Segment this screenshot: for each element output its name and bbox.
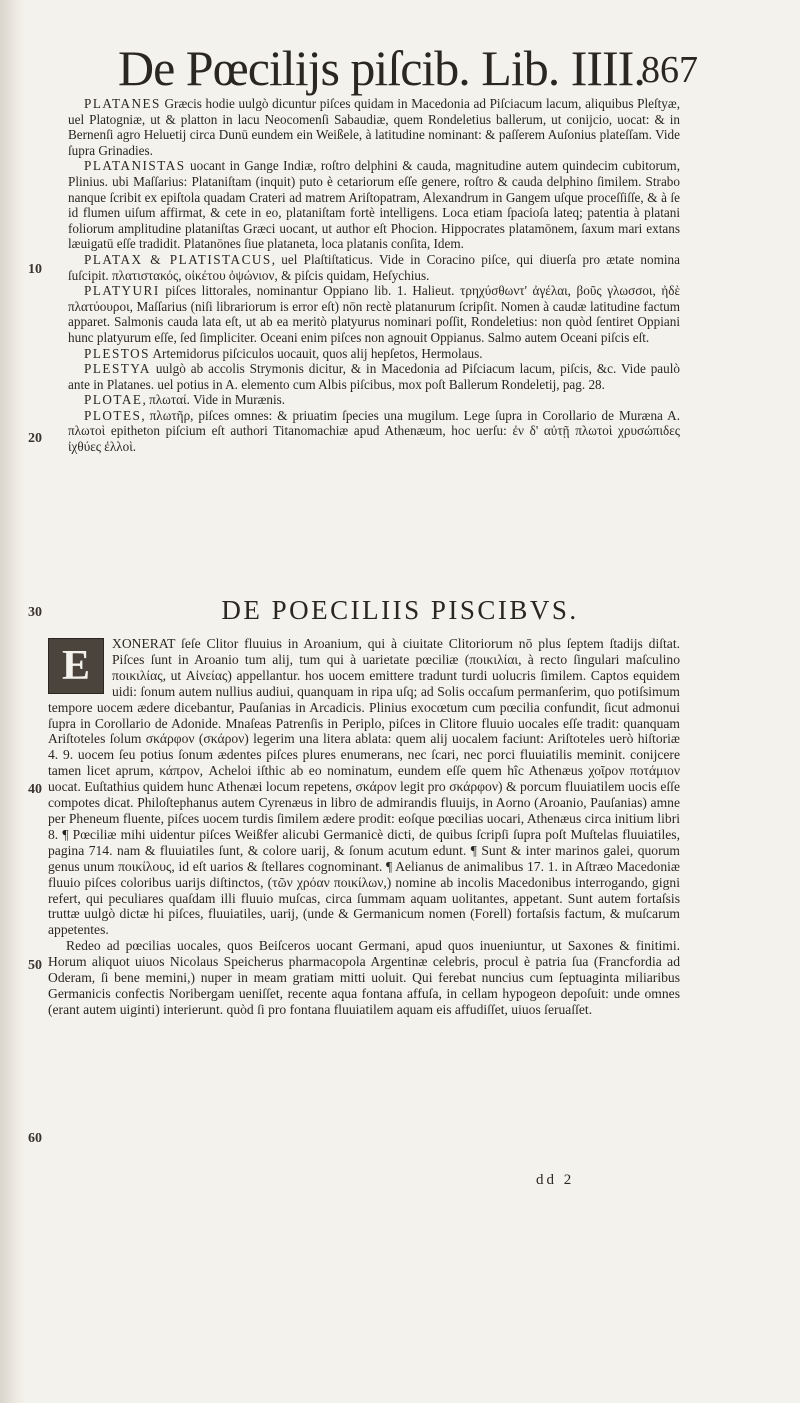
entry-text: , πλωταί. Vide in Murænis. [142,392,286,408]
entry-text: uocant in Gange Indiæ, roſtro delphini & cauda, magnitudine autem quindecim cubitorum, Plinius. ubi Maſſarius: Plataniſtam (inquit) puto è cetariorum eſſe genere, roſtro & cauda delphino ſimilem. Strabo nanque ſcribit ex epiſtola quadam Crateri ad matrem Ariſtopatram, Alexandrum in Gangem uſque proceſſiſſe, & à ſe id flumen uiſum affirmat, & cete in eo, plataniſtam fortè intelligens. Loca etiam ſpacioſa lateq; patentia à platani foliorum amplitudine plataniſtas Græci uocant, ut author eſt Phocion. Hippocrates platamōnem, ſaxum mari extans læuigatū eſſe tradidit. Platanōnes ſiue plataneta, loca platanis conſita, Idem. [68,158,680,252]
page-gutter-shadow [0,0,26,1403]
entry-text: Græcis hodie uulgò dicuntur piſces quidam in Macedonia ad Piſciacum lacum, aliquibus Pleſtyæ, uel Platogniæ, ut & platton in lacu Neocomenſi Sabaudiæ, quem Rondeletius ballerum, ut conijcio, uocat: & in Bernenſi agro Heluetij circa Dunū eundem ein Weißele, à latitudine nominant: & paſſerem Auſonius plateſſam. Vide ſupra Grinadies. [68,96,680,158]
entry-text: , πλωτῆρ, piſces omnes: & priuatim ſpecies una mugilum. Lege ſupra in Corollario de Muræna A. πλωτοὶ epitheton piſcium eſt authori Titanomachiæ apud Athenæum, hoc uerſu: ἐν δ' αὐτῇ πλωτοὶ χρυσώπιδες ἰχθύες ἐλλοὶ. [68,407,680,455]
section-heading: DE POECILIIS PISCIBVS. [221,595,579,625]
body-paragraph: Redeo ad pœcilias uocales, quos Beiſceros uocant Germani, apud quos inueniuntur, ut Saxones & finitimi. Horum aliquot uiuos Nicolaus Speicherus pharmacopola Argentinæ celebris, procul è patria ſua (Francfordia ad Oderam, ſi bene memini,) nuper in meam gratiam mitti uoluit. Qui ferebat nuncius cum ſeptuaginta miliaribus Germanicis confectis Noribergam ueniſſet, recente aqua fontana affuſa, in cellam hypogeon depoſuit: unde omnes (erant autem uiginti) interierunt. quòd ſi pro fontana fluuiatilem aquam eis affudiſſet, uiuos ſeruaſſet. [48,938,680,1017]
entry-platanistas [68,158,680,252]
entry-plestya [68,361,680,392]
entry-plestos [68,346,680,362]
entry-lemma: PLOTAE [84,392,143,408]
page-number: 867 [641,49,698,91]
body-paragraph [48,636,680,938]
margin-line-number: 60 [28,1131,42,1146]
lexicon-entries [68,96,680,455]
entry-lemma: PLATANES [84,96,161,111]
margin-line-number: 20 [28,431,42,446]
entry-platanes [68,96,680,158]
margin-line-number: 30 [28,605,42,620]
running-title: De Pœcilijs piſcib. Lib. IIII. [118,40,645,96]
signature-mark: dd 2 [536,1172,575,1188]
section-body [48,636,680,1018]
entry-text: piſces littorales, nominantur Oppiano lib. 1. Halieut. τρηχύσθωντ' ἀγέλαι, βοῦς γλωσσοι, ἠδὲ πλατύουροι, Maſſarius (niſi librariorum is error eſt) nōn rectè platanurum ſcripſit. Nomen à caudæ latitudine factum apparet. Salmonis cauda lata eſt, ut ab ea meritò platyurus nominari poſſit, Rondeletius: non quòd ſentiret Oppiani hunc platyurum eſſe, ſed ſimpliciter. Oceani enim piſces non agnouit Oppianus. Salmo autem Oceani piſcis eſt. [68,283,680,345]
margin-line-number: 40 [28,782,42,797]
page-header [118,38,698,98]
entry-lemma: PLESTYA [84,361,151,377]
entry-platyuri [68,283,680,345]
entry-lemma: PLATYURI [84,283,160,299]
entry-text: , uel Plaſtiſtaticus. Vide in Coracino piſce, qui diuerſa pro ætate nomina ſuſcipit. πλατιστακός, οἰκέτου ὀψώνιον, & piſcis quidam, Heſychius. [68,251,680,283]
entry-platax [68,252,680,283]
entry-plotae [68,392,680,408]
margin-line-number: 50 [28,958,42,973]
entry-lemma: PLOTES [84,407,142,423]
decorated-initial: E [48,638,104,694]
paragraph-text: XONERAT ſeſe Clitor fluuius in Aroanium, qui à ciuitate Clitoriorum nō plus ſeptem ſtadijs diſtat. Piſces ſunt in Aroanio tum alij, tum qui à uarietate pœciliæ (ποικιλίαι, à recto ſingulari maſculino ποικιλίας, ut Αἰνείας) appellantur. hos uocem emittere tradunt turdi uolucris ſimilem. Captos equidem uidi: ſonum autem nullius audiui, quanquam in ripa uſq; ad Solis occaſum permanſerim, quo potiſsimum tempore uocem ædere dicebantur, Pauſanias in Arcadicis. Plinius exocœtum cum pœcilia confundit, ſicut admonui ſupra in Corollario de Adonide. Mnaſeas Patrenſis in Periplo, piſces in Clitore fluuio uocales eſſe tradit: quanquam Ariſtoteles ſolum σκάρφον (σκάρον) legerim una litera ablata: quem alij uocalem faciunt: Ariſtoteles uerò hiſtoriæ 4. 9. uocem ſeu potius ſonum ædentes piſces plures enumerans, nec ſcari, nec porci fluuiatilis meminit. conijcere tamen licet aprum, κάπρον, Acheloi iſthic ab eo nominatum, eundem eſſe quem hîc Athenæus χοῖρον ποτάμιον uocat. Euſtathius quidem hunc Athenæi locum repetens, σκάρον legit pro σκάρφον) & porcum fluuiatilem uocis eſſe compotes dicat. Philoſtephanus autem Cyrenæus in libro de admirandis fluuijs, in Aorno (Aroanio, Pauſanias) amne per Pheneum fluente, piſces uocem turdis ſimilem ædere prodit: eoſque pœcilias uocari, Athenæus circa initium libri 8. ¶ Pœciliæ mihi uidentur piſces Weißfer alicubi Germanicè dicti, de quibus ſcripſi ſupra poſt Muſtelas fluuiatiles, pagina 714. nam & fluuiatiles ſunt, & colore uarij, & ſonum acutum edunt. ¶ Sunt & inter marinos galei, quorum genus unum ποικίλους, id eſt uarios & ſtellares cognominant. ¶ Aelianus de animalibus 17. 1. in Aſtræo Macedoniæ fluuio piſces coloribus uarijs diſtinctos, (τῶν χρόαν ποικίλων,) nomine ab incolis Macedonibus interrogando, gigni refert, qui peculiares quaſdam illi fluuio muſcas, circa ſummam aquam uolitantes, appetant. Sunt autem fortaſsis truttæ uulgò dictæ hi piſces, fluuiatiles, uarij, (unde & Germanicum nomen (Forell) fortaſsis factum, & muſcarum appetentes. [48,636,680,938]
entry-lemma: PLATANISTAS [84,158,186,174]
entry-lemma: PLATAX & PLATISTACUS [84,251,272,267]
entry-plotes [68,408,680,455]
entry-text: uulgò ab accolis Strymonis dicitur, & in Macedonia ad Piſciacum lacum, piſcis, &c. Vide paulò ante in Platanes. uel potius in A. elemento cum Albis piſcibus, mox poſt Ballerum Rondeletij, pag. 28. [68,361,680,392]
margin-line-number: 10 [28,262,42,277]
entry-lemma: PLESTOS [84,345,150,361]
entry-text: Artemidorus piſciculos uocauit, quos alij hepſetos, Hermolaus. [149,345,483,361]
